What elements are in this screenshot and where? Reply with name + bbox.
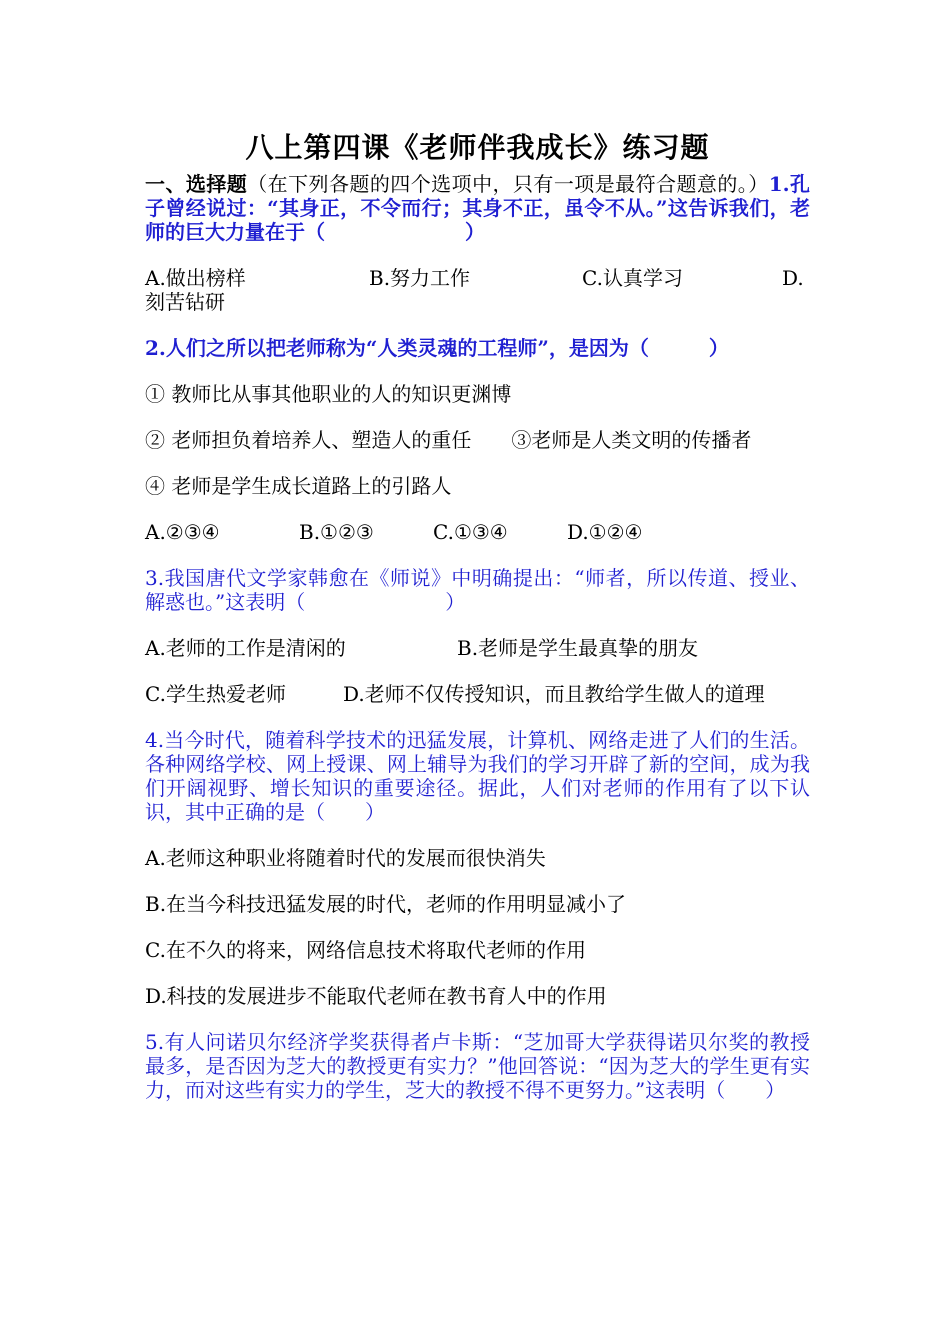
q3-option-d: D.老师不仅传授知识，而且教给学生做人的道理 xyxy=(343,682,765,706)
q3-options-row-2 xyxy=(145,682,810,706)
q1-option-c: C.认真学习 xyxy=(582,266,683,290)
q3-option-a: A.老师的工作是清闲的 xyxy=(145,636,346,660)
section-intro xyxy=(145,172,810,244)
q3-option-b: B.老师是学生最真挚的朋友 xyxy=(457,636,699,660)
question-4-stem: 4.当今时代，随着科学技术的迅猛发展，计算机、网络走进了人们的生活。各种网络学校、网上授课、网上辅导为我们的学习开辟了新的空间，成为我们开阔视野、增长知识的重要途径。据此，人们对老师的作用有了以下认识，其中正确的是（ ） xyxy=(145,728,810,824)
q2-option-b: B.①②③ xyxy=(299,520,374,544)
q1-option-d-prefix: D. xyxy=(782,266,804,290)
q4-option-c: C.在不久的将来，网络信息技术将取代老师的作用 xyxy=(145,938,586,962)
q4-option-a: A.老师这种职业将随着时代的发展而很快消失 xyxy=(145,846,546,870)
document-page xyxy=(145,128,810,1102)
q2-statement-4: ④ 老师是学生成长道路上的引路人 xyxy=(145,474,452,498)
question-1-options xyxy=(145,266,810,314)
q1-option-a: A.做出榜样 xyxy=(145,266,246,290)
q2-option-d: D.①②④ xyxy=(567,520,643,544)
question-1-stem: 1.孔子曾经说过：“其身正，不令而行；其身不正，虽令不从。”这告诉我们，老师的巨大力量在于（ ） xyxy=(145,172,811,244)
q2-statement-2-3: ② 老师担负着培养人、塑造人的重任 ③老师是人类文明的传播者 xyxy=(145,428,752,452)
section-heading: 一、选择题 xyxy=(145,172,248,196)
q2-statement-1: ① 教师比从事其他职业的人的知识更渊博 xyxy=(145,382,512,406)
q2-option-a: A.②③④ xyxy=(145,520,220,544)
q4-option-b: B.在当今科技迅猛发展的时代，老师的作用明显减小了 xyxy=(145,892,627,916)
section-instruction: （在下列各题的四个选项中，只有一项是最符合题意的。） xyxy=(247,172,769,196)
q3-options-row-1 xyxy=(145,636,810,660)
question-2-stem: 2.人们之所以把老师称为“人类灵魂的工程师”，是因为（ ） xyxy=(145,336,729,360)
q1-option-b: B.努力工作 xyxy=(369,266,471,290)
q1-option-d: 刻苦钻研 xyxy=(145,290,225,314)
question-3-stem: 3.我国唐代文学家韩愈在《师说》中明确提出：“师者，所以传道、授业、解惑也。”这表明（ ） xyxy=(145,566,810,614)
question-2-options xyxy=(145,520,810,544)
q4-option-d: D.科技的发展进步不能取代老师在教书育人中的作用 xyxy=(145,984,607,1008)
q2-option-c: C.①③④ xyxy=(433,520,508,544)
q3-option-c: C.学生热爱老师 xyxy=(145,682,286,706)
page-title: 八上第四课《老师伴我成长》练习题 xyxy=(245,131,710,164)
question-5-stem: 5.有人问诺贝尔经济学奖获得者卢卡斯：“芝加哥大学获得诺贝尔奖的教授最多，是否因为芝大的教授更有实力？”他回答说：“因为芝大的学生更有实力，而对这些有实力的学生，芝大的教授不得不更努力。”这表明（ ） xyxy=(145,1030,810,1102)
